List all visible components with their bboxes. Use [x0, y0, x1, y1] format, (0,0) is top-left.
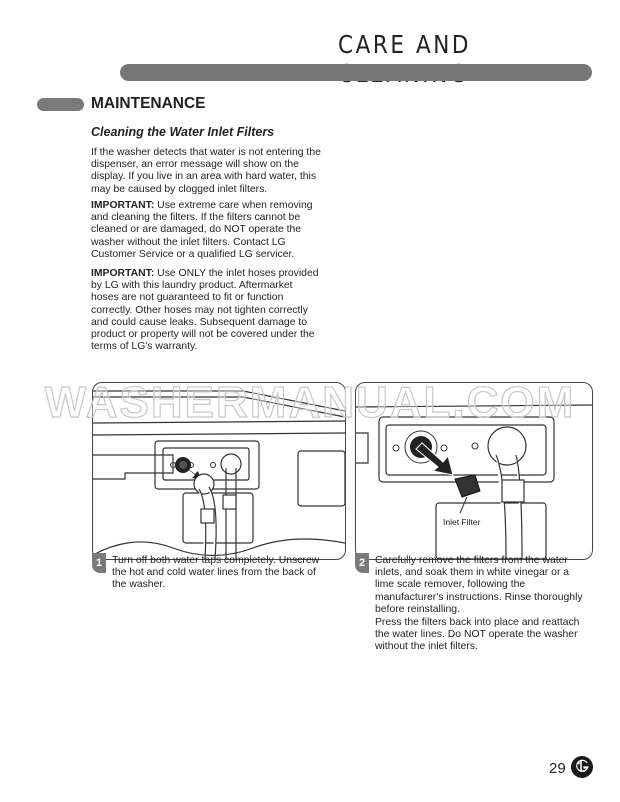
section-marker — [37, 98, 84, 111]
important-label: IMPORTANT: — [91, 200, 155, 211]
important-label: IMPORTANT: — [91, 268, 155, 279]
step-number-badge: 2 — [355, 553, 369, 573]
inlet-filter-callout: Inlet Filter — [443, 517, 481, 527]
important-text: Use extreme care when removing and cleaning the filters. If the filters cannot be cleaned or are damaged, do NOT operate the washer without the inlet filters. Contact LG Customer Service or a qualified LG servicer. — [91, 200, 313, 260]
step-1-text: Turn off both water taps completely. Unscrew the hot and cold water lines from the back of the washer. — [112, 555, 320, 591]
step-2-followup-text: Press the filters back into place and reattach the water lines. Do NOT operate the washer without the inlet filters. — [375, 617, 580, 653]
header-bar — [120, 64, 592, 81]
important-text: Use ONLY the inlet hoses provided by LG with this laundry product. Aftermarket hoses are not guaranteed to fit or function correctly. Other hoses may not tighten correctly and could cause leaks. Subsequent damage to product or property will not be covered under the terms of LG's warranty. — [91, 268, 319, 353]
important-paragraph-2 — [91, 268, 323, 353]
section-title: CARE AND — [338, 30, 472, 59]
step-2-text: Carefully remove the filters from the water inlets, and soak them in white vinegar or a lime scale remover, following the manufacturer's instructions. Rinse thoroughly before reinstalling. — [375, 555, 583, 615]
step-number-badge: 1 — [92, 553, 106, 573]
maintenance-heading: MAINTENANCE — [91, 95, 206, 112]
subsection-title: Cleaning the Water Inlet Filters — [91, 125, 275, 139]
watermark: WASHERMANUAL.COM — [44, 378, 576, 427]
important-paragraph-1 — [91, 200, 323, 261]
page-number: 29 — [549, 760, 566, 777]
lg-logo-icon — [571, 756, 593, 778]
intro-paragraph: If the washer detects that water is not entering the dispenser, an error message will show on the display. If you live in an area with hard water, this may be caused by clogged inlet filters. — [91, 147, 321, 195]
